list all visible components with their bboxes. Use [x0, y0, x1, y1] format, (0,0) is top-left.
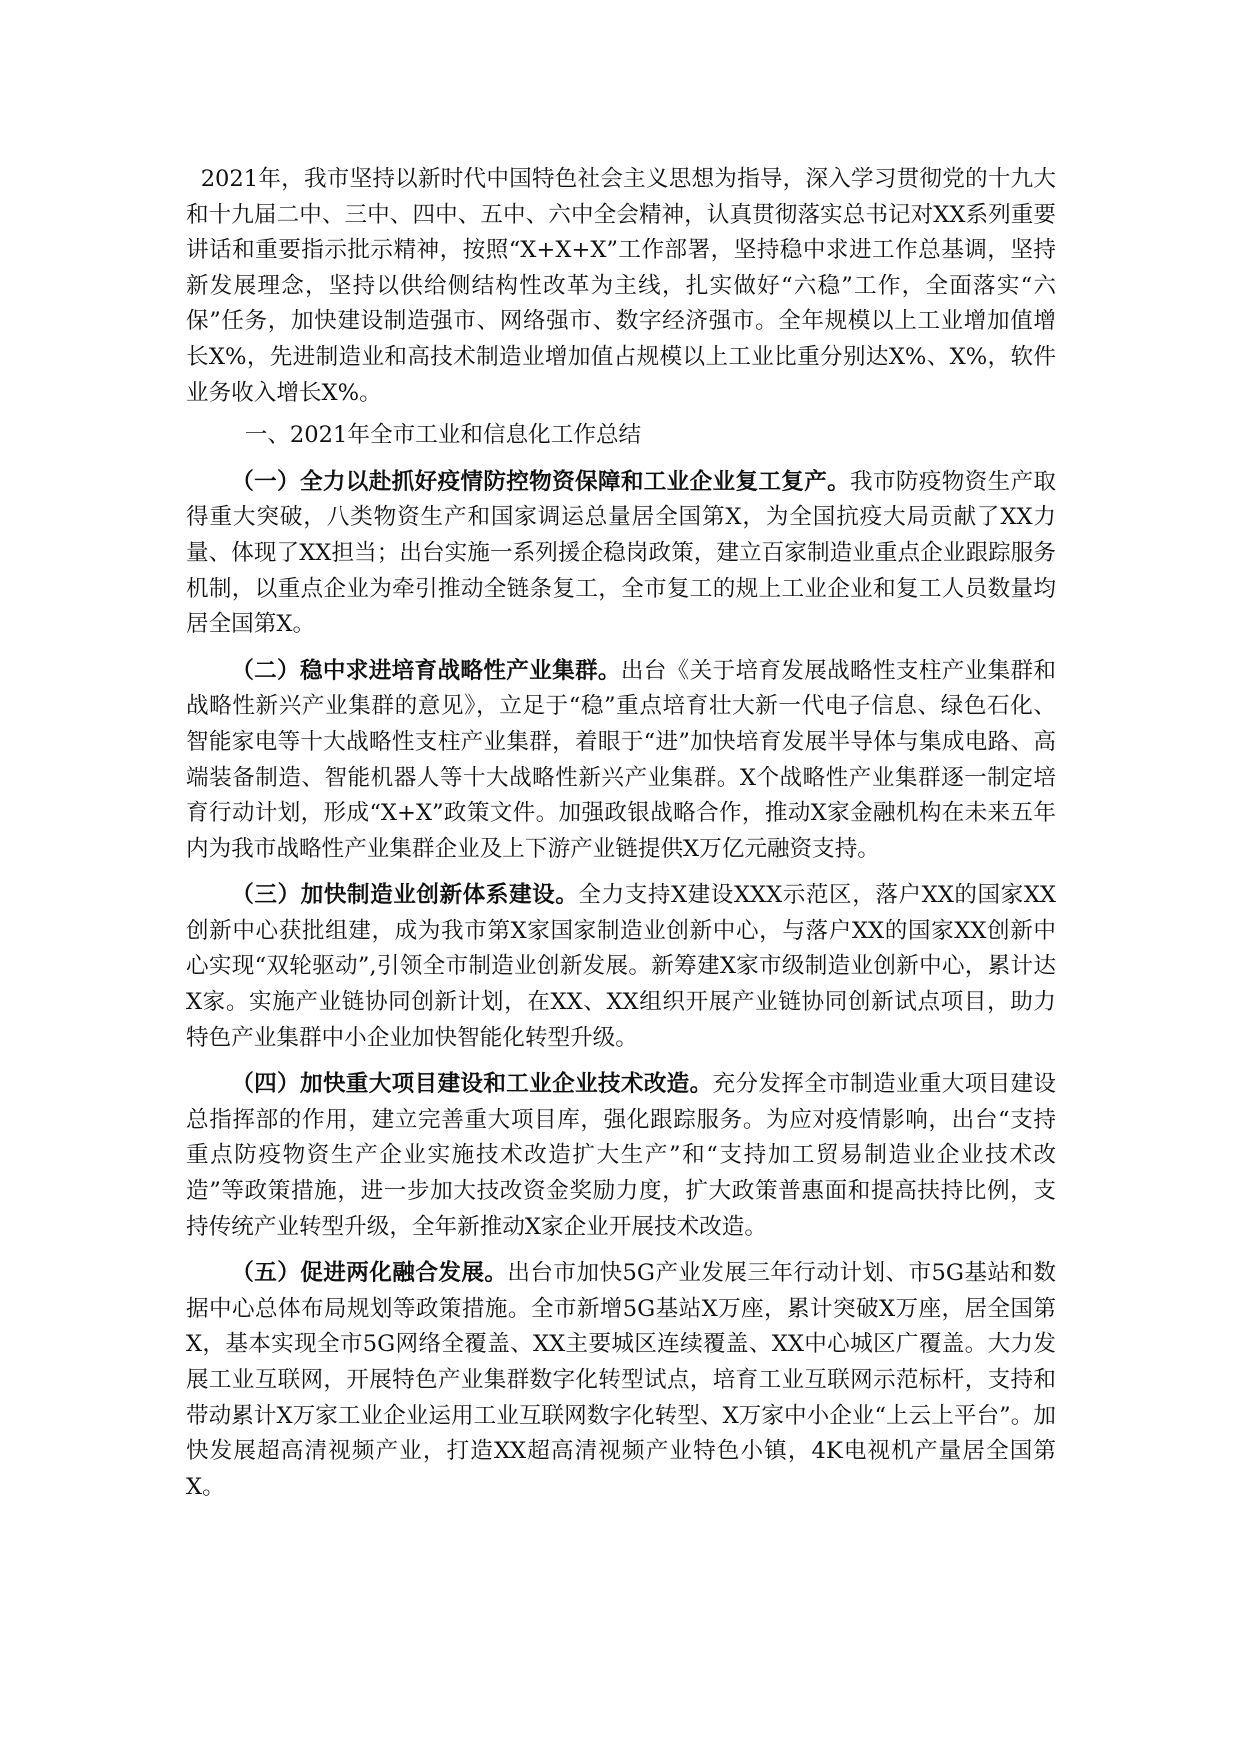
section-lead-1: （一）全力以赴抓好疫情防控物资保障和工业企业复工复产。 [231, 468, 851, 495]
section-body-4: 充分发挥全市制造业重大项目建设总指挥部的作用，建立完善重大项目库，强化跟踪服务。为应对疫情影响，出台“支持重点防疫物资生产企业实施技术改造扩大生产”和“支持加工贸易制造业企业技术改造”等政策措施，进一步加大技改资金奖励力度，扩大政策普惠面和提高扶持比例，支持传统产业转型升级，全年新推动X家企业开展技术改造。 [186, 1071, 1057, 1240]
section-lead-3: （三）加快制造业创新体系建设。 [231, 882, 579, 909]
section-body-1: 我市防疫物资生产取得重大突破，八类物资生产和国家调运总量居全国第X，为全国抗疫大局贡献了XX力量、体现了XX担当；出台实施一系列援企稳岗政策，建立百家制造业重点企业跟踪服务机制，以重点企业为牵引推动全链条复工，全市复工的规上工业企业和复工人员数量均居全国第X。 [186, 468, 1057, 638]
section-heading: 一、2021年全市工业和信息化工作总结 [244, 422, 642, 449]
section-lead-4: （四）加快重大项目建设和工业企业技术改造。 [231, 1071, 713, 1098]
section-body-2: 出台《关于培育发展战略性支柱产业集群和战略性新兴产业集群的意见》，立足于“稳”重点培育壮大新一代电子信息、绿色石化、智能家电等十大战略性支柱产业集群，着眼于“进”加快培育发展半导体与集成电路、高端装备制造、智能机器人等十大战略性新兴产业集群。X个战略性产业集群逐一制定培育行动计划，形成“X+X”政策文件。加强政银战略合作，推动X家金融机构在未来五年内为我市战略性产业集群企业及上下游产业链提供X万亿元融资支持。 [186, 657, 1057, 862]
section-paragraph-5 [186, 1256, 1056, 1505]
section-paragraph-2 [186, 654, 1056, 868]
document-page [186, 162, 1056, 1516]
section-lead-2: （二）稳中求进培育战略性产业集群。 [231, 657, 621, 684]
section-paragraph-1 [186, 465, 1056, 643]
section-paragraph-4 [186, 1067, 1056, 1245]
section-paragraph-3 [186, 878, 1056, 1056]
section-lead-5: （五）促进两化融合发展。 [231, 1260, 508, 1287]
section-body-3: 全力支持X建设XXX示范区，落户XX的国家XX创新中心获批组建，成为我市第X家国家制造业创新中心，与落户XX的国家XX创新中心实现“双轮驱动”,引领全市制造业创新发展。新筹建X家市级制造业创新中心，累计达X家。实施产业链协同创新计划，在XX、XX组织开展产业链协同创新试点项目，助力特色产业集群中小企业加快智能化转型升级。 [186, 882, 1056, 1051]
intro-paragraph: 2021年，我市坚持以新时代中国特色社会主义思想为指导，深入学习贯彻党的十九大和十九届二中、三中、四中、五中、六中全会精神，认真贯彻落实总书记对XX系列重要讲话和重要指示批示精神，按照“X+X+X”工作部署，坚持稳中求进工作总基调，坚持新发展理念，坚持以供给侧结构性改革为主线，扎实做好“六稳”工作，全面落实“六保”任务，加快建设制造强市、网络强市、数字经济强市。全年规模以上工业增加值增长X%，先进制造业和高技术制造业增加值占规模以上工业比重分别达X%、X%，软件业务收入增长X%。 [186, 166, 1056, 406]
section-body-5: 出台市加快5G产业发展三年行动计划、市5G基站和数据中心总体布局规划等政策措施。全市新增5G基站X万座，累计突破X万座，居全国第X，基本实现全市5G网络全覆盖、XX主要城区连续覆盖、XX中心城区广覆盖。大力发展工业互联网，开展特色产业集群数字化转型试点，培育工业互联网示范标杆，支持和带动累计X万家工业企业运用工业互联网数字化转型、X万家中小企业“上云上平台”。加快发展超高清视频产业，打造XX超高清视频产业特色小镇，4K电视机产量居全国第X。 [186, 1260, 1056, 1500]
